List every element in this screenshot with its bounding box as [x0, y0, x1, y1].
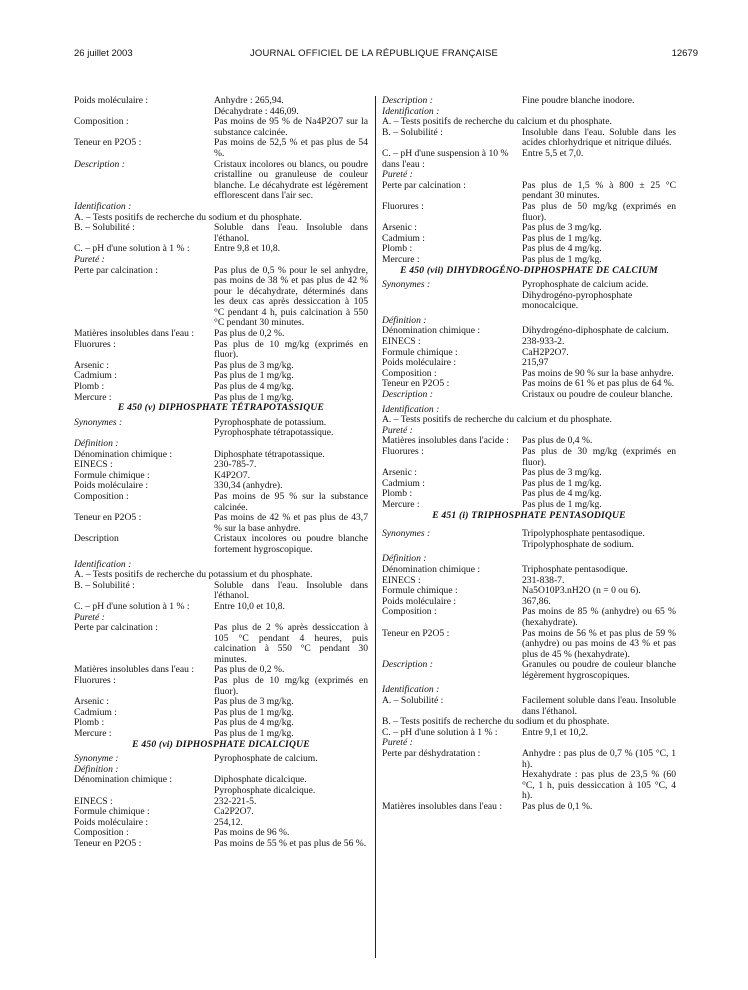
purity-heading: Pureté : [382, 169, 413, 181]
description-value: Cristaux ou poudre de couleur blanche. [522, 389, 673, 401]
purity-label: Fluorures : [74, 338, 116, 350]
property-label: Poids moléculaire : [74, 95, 149, 106]
synonyms-row [382, 280, 676, 312]
purity-row [74, 266, 368, 330]
definition-heading: Définition : [74, 438, 119, 449]
definition-label: Formule chimique : [382, 585, 458, 597]
property-row [74, 138, 368, 159]
property-row [74, 96, 368, 117]
identification-row [74, 602, 368, 613]
definition-value: Diphosphate tétrapotassique. [214, 448, 325, 460]
purity-row [74, 623, 368, 665]
purity-row [382, 181, 676, 202]
identification-value: Soluble dans l'eau. Insoluble dans l'éthanol. [214, 222, 368, 244]
definition-row [74, 775, 368, 796]
definition-value: Dihydrogéno-diphosphate de calcium. [522, 325, 669, 337]
purity-value: Pas plus de 4 mg/kg. [522, 243, 602, 255]
identification-row [382, 128, 676, 149]
purity-heading: Pureté : [74, 611, 105, 623]
purity-value: Anhydre : pas plus de 0,7 % (105 °C, 1 h). Hexahydrate : pas plus de 23,5 % (60 °C, 1 h, puis dessiccation à 105 °C, 4 h). [522, 748, 676, 802]
description-row [382, 96, 676, 107]
definition-value: Diphosphate dicalcique. Pyrophosphate dicalcique. [214, 774, 316, 796]
purity-row [382, 802, 676, 813]
synonyms-row [382, 529, 676, 550]
description-label: Description : [382, 659, 433, 671]
identification-row [74, 244, 368, 255]
definition-value: Pas moins de 61 % et pas plus de 64 %. [522, 378, 675, 390]
purity-label: Mercure : [74, 391, 112, 403]
definition-value: Pas moins de 90 % sur la base anhydre. [522, 367, 674, 379]
property-value: Pas moins de 95 % de Na4P2O7 sur la substance calcinée. [214, 116, 368, 138]
identification-value: Entre 9,1 et 10,2. [522, 726, 589, 738]
purity-label: Cadmium : [74, 370, 117, 382]
section-heading: E 451 (i) TRIPHOSPHATE PENTASODIQUE [432, 509, 626, 521]
purity-value: Pas plus de 4 mg/kg. [214, 717, 294, 729]
definition-row [74, 492, 368, 513]
identification-row [382, 149, 676, 170]
definition-value: Ca2P2O7. [214, 806, 254, 818]
definition-row [74, 839, 368, 850]
definition-value: Pas moins de 56 % et pas plus de 59 % (anhydre) ou pas moins de 43 % et pas plus de 45 % (hexahydrate). [522, 627, 676, 660]
synonyms-label: Synonyme : [74, 753, 119, 765]
definition-value: 230-785-7. [214, 459, 257, 471]
section-heading: E 450 (v) DIPHOSPHATE TÉTRAPOTASSIQUE [117, 402, 325, 414]
synonyms-row [74, 418, 368, 439]
synonyms-value: Tripolyphosphate pentasodique. Tripolyphosphate de sodium. [522, 528, 645, 550]
description-label: Description : [382, 95, 433, 106]
definition-label: Teneur en P2O5 : [382, 627, 450, 639]
definition-row [382, 565, 676, 576]
definition-label: Poids moléculaire : [382, 595, 457, 607]
definition-label: Formule chimique : [74, 469, 150, 481]
purity-value: Pas plus de 1 mg/kg. [214, 391, 294, 403]
definition-label: Formule chimique : [74, 806, 150, 818]
purity-value: Pas plus de 1 mg/kg. [522, 232, 602, 244]
purity-value: Pas plus de 1 mg/kg. [214, 370, 294, 382]
definition-label: Composition : [74, 490, 129, 502]
identification-label: B. – Solubilité : [74, 222, 135, 234]
definition-label: Description [74, 533, 119, 545]
purity-value: Pas plus de 10 mg/kg (exprimés en fluor). [214, 675, 368, 697]
identification-line: A. – Tests positifs de recherche du calcium et du phosphate. [382, 116, 612, 128]
purity-row [382, 202, 676, 223]
definition-label: Dénomination chimique : [382, 563, 481, 575]
definition-label: EINECS : [382, 574, 421, 586]
identification-label: C. – pH d'une solution à 1 % : [74, 243, 190, 255]
purity-heading: Pureté : [74, 253, 105, 265]
identification-heading: Identification : [74, 200, 132, 212]
purity-value: Pas plus de 4 mg/kg. [214, 381, 294, 393]
column-divider [375, 96, 376, 958]
definition-label: Teneur en P2O5 : [74, 512, 142, 524]
purity-label: Fluorures : [74, 675, 116, 687]
purity-value: Pas plus de 2 % après dessiccation à 105 °C pendant 4 heures, puis calcination à 550 °C pendant 30 minutes. [214, 622, 368, 665]
identification-label: B. – Solubilité : [74, 579, 135, 591]
synonyms-label: Synonymes : [382, 528, 431, 540]
purity-value: Pas plus de 3 mg/kg. [214, 359, 294, 371]
identification-row [74, 581, 368, 602]
definition-label: EINECS : [74, 795, 113, 807]
property-value: Pas moins de 52,5 % et pas plus de 54 %. [214, 137, 368, 159]
purity-value: Pas plus de 3 mg/kg. [522, 467, 602, 479]
purity-value: Pas plus de 30 mg/kg (exprimés en fluor). [522, 446, 676, 468]
property-value: Anhydre : 265,94. Décahydrate : 446,09. [214, 95, 299, 117]
definition-value: Pas moins de 55 % et pas plus de 56 %. [214, 837, 367, 849]
definition-label: Dénomination chimique : [74, 774, 173, 786]
purity-value: Pas plus de 1 mg/kg. [522, 477, 602, 489]
definition-heading: Définition : [382, 314, 427, 326]
identification-row [382, 728, 676, 739]
description-label: Description : [382, 389, 433, 401]
definition-label: Poids moléculaire : [74, 480, 149, 492]
identification-value: Soluble dans l'eau. Insoluble dans l'éthanol. [214, 579, 368, 602]
synonyms-label: Synonymes : [382, 279, 431, 291]
definition-value: Triphosphate pentasodique. [522, 563, 628, 575]
header-date: 26 juillet 2003 [74, 48, 133, 59]
definition-label: Poids moléculaire : [74, 816, 149, 828]
purity-label: Arsenic : [74, 359, 109, 371]
definition-heading: Définition : [74, 763, 119, 775]
identification-line: B. – Tests positifs de recherche du sodium et du phosphate. [382, 716, 610, 728]
purity-value: Pas plus de 0,4 %. [522, 435, 593, 447]
right-column [382, 96, 676, 813]
purity-value: Pas plus de 0,2 %. [214, 328, 285, 340]
section-heading: E 450 (vii) DIHYDROGÉNO-DIPHOSPHATE DE CALCIUM [400, 264, 658, 276]
purity-row [74, 340, 368, 361]
identification-row [382, 696, 676, 717]
identification-row [74, 223, 368, 244]
purity-value: Pas plus de 4 mg/kg. [522, 488, 602, 500]
definition-value: Na5O10P3.nH2O (n = 0 ou 6). [522, 585, 641, 597]
purity-value: Pas plus de 50 mg/kg (exprimés en fluor). [522, 200, 676, 223]
definition-value: 231-838-7. [522, 574, 565, 586]
purity-label: Arsenic : [382, 467, 417, 479]
identification-label: B. – Solubilité : [382, 126, 443, 138]
description-label: Description : [74, 158, 125, 170]
definition-value: Pas moins de 96 %. [214, 827, 290, 839]
purity-label: Matières insolubles dans l'acide : [382, 435, 509, 447]
definition-label: Composition : [74, 827, 129, 839]
definition-label: Composition : [382, 606, 437, 618]
definition-label: Composition : [382, 367, 437, 379]
synonyms-value: Pyrophosphate de calcium acide. Dihydrogéno-pyrophosphate monocalcique. [522, 279, 649, 312]
identification-line: A. – Tests positifs de recherche du calcium et du phosphate. [382, 414, 612, 426]
definition-label: Poids moléculaire : [382, 357, 457, 369]
purity-value: Pas plus de 1 mg/kg. [214, 728, 294, 740]
synonyms-label: Synonymes : [74, 416, 123, 428]
purity-value: Pas plus de 0,2 %. [214, 664, 285, 676]
purity-label: Plomb : [382, 488, 413, 500]
purity-label: Perte par calcination : [382, 179, 466, 191]
identification-heading: Identification : [382, 403, 440, 415]
purity-row [382, 749, 676, 802]
definition-value: K4P2O7. [214, 469, 250, 481]
purity-heading: Pureté : [382, 424, 413, 436]
definition-row [74, 513, 368, 534]
purity-label: Cadmium : [382, 232, 425, 244]
definition-value: Pas moins de 85 % (anhydre) ou 65 % (hexahydrate). [522, 606, 676, 628]
identification-line: A. – Tests positifs de recherche du sodium et du phosphate. [74, 211, 302, 223]
purity-value: Pas plus de 3 mg/kg. [522, 222, 602, 234]
definition-value: 215,97 [522, 357, 549, 369]
definition-value: 232-221-5. [214, 795, 257, 807]
definition-heading: Définition : [382, 553, 427, 565]
description-value: Cristaux incolores ou blancs, ou poudre cristalline ou granuleuse de couleur blanche. Le décahydrate est légèrement efflorescent dans l'air sec. [214, 158, 368, 202]
definition-label: Dénomination chimique : [74, 448, 173, 460]
purity-label: Perte par déshydratation : [382, 748, 481, 760]
definition-label: EINECS : [382, 336, 421, 348]
purity-label: Cadmium : [382, 477, 425, 489]
purity-value: Pas plus de 1 mg/kg. [522, 253, 602, 265]
identification-value: Entre 5,5 et 7,0. [522, 147, 584, 159]
definition-label: Dénomination chimique : [382, 325, 481, 337]
identification-label: C. – pH d'une suspension à 10 % dans l'eau : [382, 147, 509, 170]
identification-label: C. – pH d'une solution à 1 % : [74, 600, 190, 612]
purity-heading: Pureté : [382, 737, 413, 749]
definition-value: 367,86. [522, 595, 551, 607]
description-value: Granules ou poudre de couleur blanche légèrement hygroscopiques. [522, 659, 676, 681]
purity-label: Fluorures : [382, 200, 424, 212]
purity-label: Plomb : [74, 717, 105, 729]
identification-heading: Identification : [382, 684, 440, 696]
identification-label: C. – pH d'une solution à 1 % : [382, 726, 498, 738]
synonyms-value: Pyrophosphate de calcium. [214, 753, 318, 765]
page-header [0, 48, 748, 62]
purity-label: Matières insolubles dans l'eau : [74, 664, 195, 676]
section-heading: E 450 (vi) DIPHOSPHATE DICALCIQUE [132, 738, 310, 750]
property-label: Composition : [74, 116, 129, 128]
description-row [74, 160, 368, 202]
header-title: JOURNAL OFFICIEL DE LA RÉPUBLIQUE FRANÇAISE [249, 48, 499, 59]
purity-value: Pas plus de 3 mg/kg. [214, 696, 294, 708]
purity-label: Perte par calcination : [74, 622, 158, 634]
description-value: Fine poudre blanche inodore. [522, 95, 635, 106]
purity-value: Pas plus de 1 mg/kg. [214, 706, 294, 718]
purity-row [382, 255, 676, 266]
definition-value: 238-933-2. [522, 336, 565, 348]
purity-label: Arsenic : [74, 696, 109, 708]
definition-label: EINECS : [74, 459, 113, 471]
purity-value: Pas plus de 0,1 %. [522, 801, 593, 812]
definition-row [74, 534, 368, 555]
identification-value: Insoluble dans l'eau. Soluble dans les acides chlorhydrique et nitrique dilués. [522, 126, 676, 149]
identification-value: Entre 10,0 et 10,8. [214, 600, 285, 612]
purity-label: Perte par calcination : [74, 264, 158, 276]
definition-value: CaH2P2O7. [522, 346, 569, 358]
identification-value: Entre 9,8 et 10,8. [214, 243, 281, 255]
definition-label: Formule chimique : [382, 346, 458, 358]
purity-value: Pas plus de 1,5 % à 800 ± 25 °C pendant 30 minutes. [522, 179, 676, 202]
purity-value: Pas plus de 10 mg/kg (exprimés en fluor). [214, 338, 368, 361]
purity-row [382, 500, 676, 511]
definition-value: Pas moins de 95 % sur la substance calcinée. [214, 490, 368, 513]
definition-row [382, 607, 676, 628]
page-number: 12679 [671, 48, 698, 59]
identification-heading: Identification : [382, 105, 440, 117]
definition-value: 330,34 (anhydre). [214, 480, 283, 492]
description-row [382, 390, 676, 401]
purity-row [382, 447, 676, 468]
synonyms-value: Pyrophosphate de potassium. Pyrophosphate tétrapotassique. [214, 416, 334, 439]
purity-label: Fluorures : [382, 446, 424, 457]
identification-heading: Identification : [74, 558, 132, 570]
purity-label: Mercure : [382, 253, 420, 265]
purity-value: Pas plus de 1 mg/kg. [522, 498, 602, 510]
purity-label: Arsenic : [382, 222, 417, 234]
property-row [74, 117, 368, 138]
definition-value: 254,12. [214, 816, 243, 828]
purity-value: Pas plus de 0,5 % pour le sel anhydre, pas moins de 38 % et pas plus de 42 % pour le décahydrate, déterminés dans les deux cas après dessiccation à 105 °C pendant 4 h, puis calcination à 550 °C pendant 30 minutes. [214, 264, 368, 329]
identification-label: A. – Solubilité : [382, 695, 444, 707]
purity-label: Cadmium : [74, 706, 117, 718]
purity-label: Matières insolubles dans l'eau : [382, 801, 503, 812]
purity-label: Matières insolubles dans l'eau : [74, 328, 195, 340]
purity-label: Plomb : [382, 243, 413, 255]
definition-value: Pas moins de 42 % et pas plus de 43,7 % sur la base anhydre. [214, 512, 368, 534]
property-label: Teneur en P2O5 : [74, 137, 142, 149]
purity-label: Plomb : [74, 381, 105, 393]
definition-label: Teneur en P2O5 : [382, 378, 450, 390]
identification-line: A. – Tests positifs de recherche du potassium et du phosphate. [74, 569, 313, 581]
purity-label: Mercure : [74, 728, 112, 740]
description-row [382, 660, 676, 681]
purity-row [74, 676, 368, 697]
purity-label: Mercure : [382, 498, 420, 510]
definition-value: Cristaux incolores ou poudre blanche fortement hygroscopique. [214, 533, 368, 555]
definition-label: Teneur en P2O5 : [74, 837, 142, 849]
identification-value: Facilement soluble dans l'eau. Insoluble dans l'éthanol. [522, 695, 676, 717]
definition-row [382, 629, 676, 661]
left-column [74, 96, 368, 850]
